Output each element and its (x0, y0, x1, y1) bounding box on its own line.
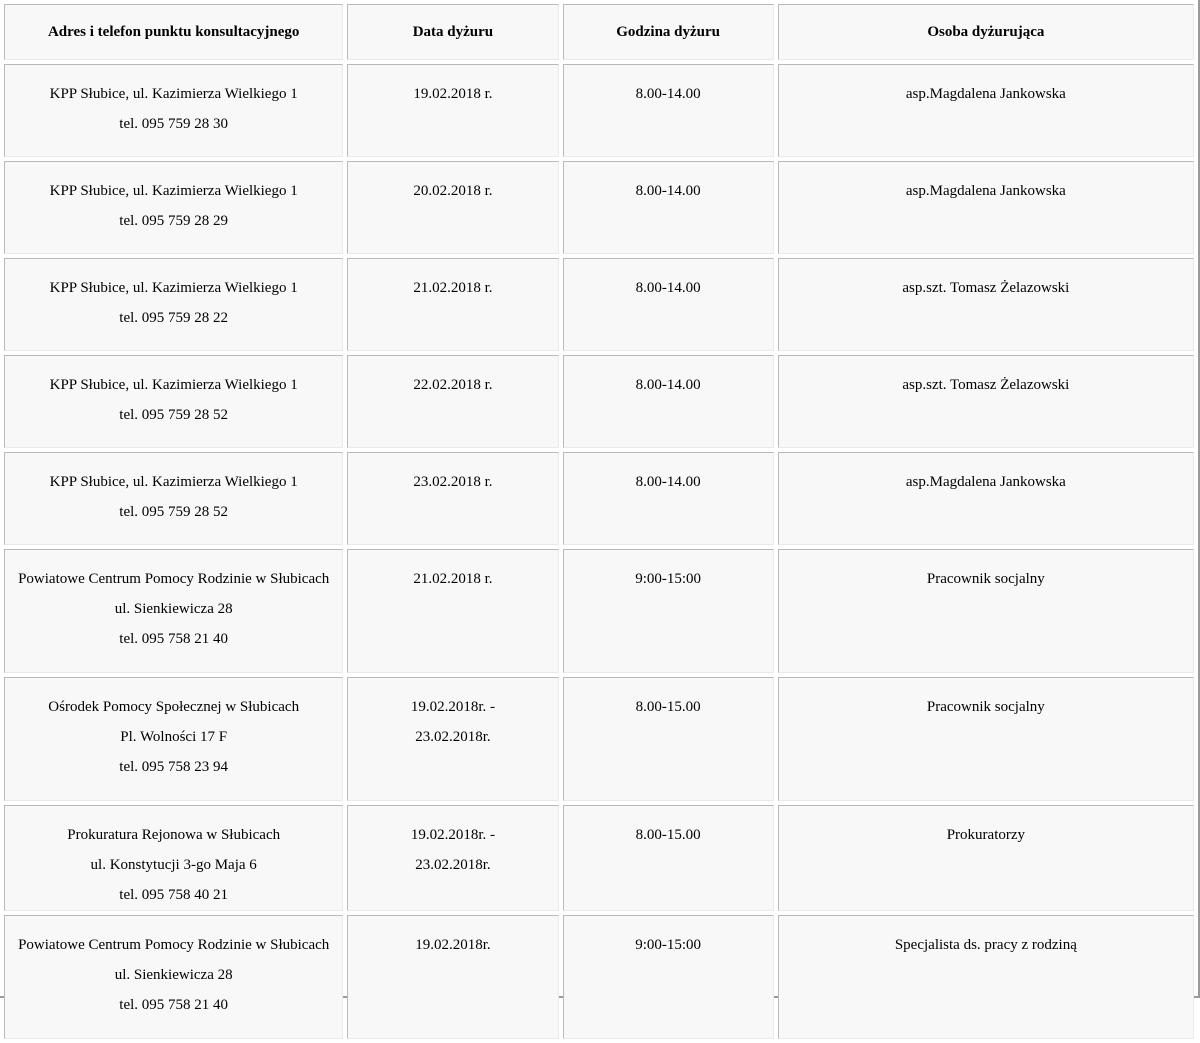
cell-person: asp.Magdalena Jankowska (778, 161, 1194, 254)
header-row (4, 4, 1194, 60)
table-row (4, 64, 1194, 157)
date-line: 19.02.2018r. - (410, 827, 496, 843)
address-line: Pl. Wolności 17 F (120, 729, 228, 745)
cell-hours: 8.00-15.00 (563, 677, 774, 801)
cell-person: asp.szt. Tomasz Żelazowski (778, 258, 1194, 351)
header-hours: Godzina dyżuru (563, 4, 774, 60)
cell-date (347, 677, 558, 801)
cell-address (4, 161, 343, 254)
cell-date (347, 64, 558, 157)
cell-hours: 8.00-14.00 (563, 355, 774, 448)
cell-address (4, 549, 343, 673)
date-line: 21.02.2018 r. (413, 571, 493, 587)
cell-hours: 8.00-14.00 (563, 258, 774, 351)
cell-address (4, 915, 343, 1039)
phone-number: tel. 095 759 28 22 (119, 310, 229, 326)
cell-person: Pracownik socjalny (778, 677, 1194, 801)
cell-person: Pracownik socjalny (778, 549, 1194, 673)
address-line: Ośrodek Pomocy Społecznej w Słubicach (48, 699, 300, 715)
cell-date (347, 549, 558, 673)
date-line: 23.02.2018r. (415, 729, 491, 745)
table-row (4, 915, 1194, 1039)
address-line: ul. Sienkiewicza 28 (114, 967, 233, 983)
address-line: KPP Słubice, ul. Kazimierza Wielkiego 1 (49, 86, 298, 102)
address-line: ul. Konstytucji 3-go Maja 6 (90, 857, 257, 873)
address-line: ul. Sienkiewicza 28 (114, 601, 233, 617)
cell-date (347, 805, 558, 911)
date-line: 23.02.2018 r. (413, 474, 493, 490)
cell-person: asp.Magdalena Jankowska (778, 64, 1194, 157)
date-line: 19.02.2018r. (415, 937, 491, 953)
cell-hours: 8.00-14.00 (563, 64, 774, 157)
date-line: 22.02.2018 r. (413, 377, 493, 393)
phone-number: tel. 095 759 28 52 (119, 504, 229, 520)
cell-address (4, 64, 343, 157)
header-date: Data dyżuru (347, 4, 558, 60)
address-line: KPP Słubice, ul. Kazimierza Wielkiego 1 (49, 183, 298, 199)
phone-number: tel. 095 759 28 29 (119, 213, 229, 229)
cell-hours: 9:00-15:00 (563, 915, 774, 1039)
date-line: 20.02.2018 r. (413, 183, 493, 199)
date-line: 23.02.2018r. (415, 857, 491, 873)
table-body (4, 64, 1194, 1039)
table-row (4, 161, 1194, 254)
cell-person: asp.szt. Tomasz Żelazowski (778, 355, 1194, 448)
address-line: Powiatowe Centrum Pomocy Rodzinie w Słubicach (18, 937, 330, 953)
cell-address (4, 805, 343, 911)
phone-number: tel. 095 758 21 40 (119, 997, 229, 1013)
cell-address (4, 355, 343, 448)
cell-date (347, 355, 558, 448)
cell-person: asp.Magdalena Jankowska (778, 452, 1194, 545)
cell-date (347, 161, 558, 254)
address-line: Powiatowe Centrum Pomocy Rodzinie w Słubicach (18, 571, 330, 587)
phone-number: tel. 095 759 28 52 (119, 407, 229, 423)
cell-address (4, 258, 343, 351)
cell-date (347, 452, 558, 545)
date-line: 19.02.2018 r. (413, 86, 493, 102)
address-line: Prokuratura Rejonowa w Słubicach (67, 827, 281, 843)
cell-person: Specjalista ds. pracy z rodziną (778, 915, 1194, 1039)
cell-address (4, 677, 343, 801)
phone-number: tel. 095 758 23 94 (119, 759, 229, 775)
cell-hours: 8.00-14.00 (563, 452, 774, 545)
cell-date (347, 915, 558, 1039)
table-row (4, 452, 1194, 545)
phone-number: tel. 095 759 28 30 (119, 116, 229, 132)
cell-person: Prokuratorzy (778, 805, 1194, 911)
table-row (4, 549, 1194, 673)
address-line: KPP Słubice, ul. Kazimierza Wielkiego 1 (49, 280, 298, 296)
table-row (4, 355, 1194, 448)
cell-hours: 9:00-15:00 (563, 549, 774, 673)
address-line: KPP Słubice, ul. Kazimierza Wielkiego 1 (49, 377, 298, 393)
table-row (4, 677, 1194, 801)
cell-hours: 8.00-14.00 (563, 161, 774, 254)
date-line: 19.02.2018r. - (410, 699, 496, 715)
table-row (4, 805, 1194, 911)
table-row (4, 258, 1194, 351)
cell-address (4, 452, 343, 545)
cell-hours: 8.00-15.00 (563, 805, 774, 911)
phone-number: tel. 095 758 40 21 (119, 887, 229, 903)
phone-number: tel. 095 758 21 40 (119, 631, 229, 647)
cell-date (347, 258, 558, 351)
address-line: KPP Słubice, ul. Kazimierza Wielkiego 1 (49, 474, 298, 490)
header-address: Adres i telefon punktu konsultacyjnego (4, 4, 343, 60)
date-line: 21.02.2018 r. (413, 280, 493, 296)
header-person: Osoba dyżurująca (778, 4, 1194, 60)
